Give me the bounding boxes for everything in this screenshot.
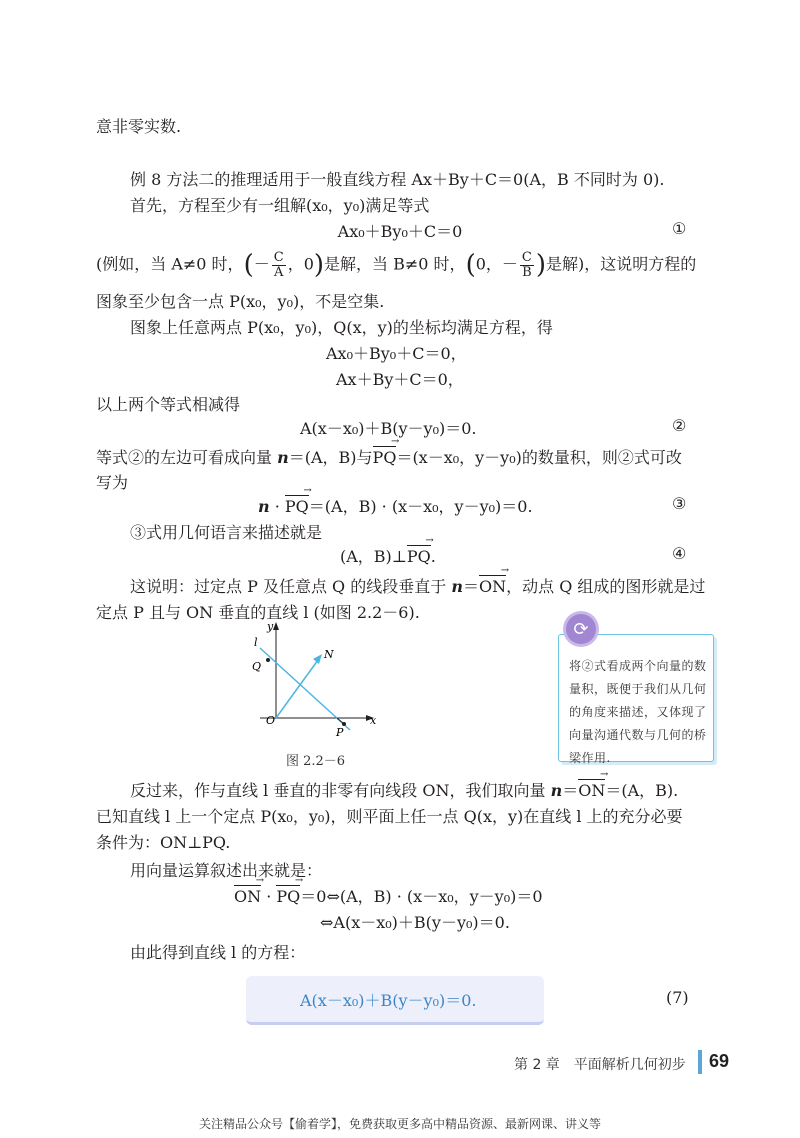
equation: Ax＋By＋C＝0， — [336, 370, 464, 389]
side-note-text: 将②式看成两个向量的数量积，既便于我们从几何的角度来描述，又体现了向量沟通代数与几何的桥梁作用. — [569, 659, 707, 765]
footer-divider — [698, 1050, 702, 1074]
label-y: y — [267, 620, 274, 633]
text-line: 已知直线 l 上一个定点 P(x₀，y₀)，则平面上任一点 Q(x，y)在直线 l 上的充分必要 — [96, 807, 683, 826]
fraction: $\frac{C}{A}$ — [273, 249, 284, 280]
equation-number: ② — [672, 416, 687, 435]
text-line: 图象上任意两点 P(x₀，y₀)，Q(x，y)的坐标均满足方程，得 — [130, 318, 553, 337]
equation: n · PQ →＝(A，B) · (x－x₀，y－y₀)＝0. — [258, 494, 533, 517]
text-line: 等式②的左边可看成向量 n＝(A，B)与PQ →＝(x－x₀，y－y₀)的数量积，则②式可改 — [96, 445, 682, 468]
fraction: $\frac{C}{B}$ — [521, 249, 532, 280]
point-q — [266, 658, 270, 662]
equation: ⇔A(x－x₀)＋B(y－y₀)＝0. — [320, 913, 510, 932]
equation-number: ④ — [672, 544, 687, 563]
vector-on-arrow — [313, 654, 322, 664]
text-line: 图象至少包含一点 P(x₀，y₀)，不是空集. — [96, 292, 385, 311]
refresh-icon: ⟳ — [566, 614, 596, 644]
label-l: l — [254, 636, 258, 649]
text-line: 以上两个等式相减得 — [96, 395, 241, 414]
line-equation: A(x－x₀)＋B(y－y₀)＝0. — [300, 991, 477, 1010]
text-line: 反过来，作与直线 l 垂直的非零有向线段 ON，我们取向量 n＝ON →＝(A，B). — [130, 778, 678, 801]
equation-number: (7) — [666, 988, 689, 1007]
label-n: N — [324, 648, 334, 661]
watermark: 关注精品公众号【偷着学】，免费获取更多高中精品资源、最新网课、讲义等 — [198, 1117, 601, 1131]
text-line: 意非零实数. — [96, 117, 182, 136]
label-q: Q — [252, 660, 262, 673]
equation: ON → · PQ →＝0⇔(A，B) · (x－x₀，y－y₀)＝0 — [234, 884, 543, 907]
text-line: 定点 P 且与 ON 垂直的直线 l (如图 2.2－6). — [96, 603, 420, 622]
text-line: 由此得到直线 l 的方程： — [130, 943, 306, 962]
equation: Ax₀＋By₀＋C＝0， — [326, 344, 467, 363]
text-line: 条件为：ON⊥PQ. — [96, 833, 231, 852]
text-line: 写为 — [96, 473, 129, 492]
label-x: x — [370, 714, 377, 727]
y-arrow — [273, 622, 279, 630]
equation: Ax₀＋By₀＋C＝0 — [337, 222, 463, 241]
text-line: ③式用几何语言来描述就是 — [130, 523, 323, 542]
side-note — [558, 634, 714, 765]
figure-2-2-6 — [240, 618, 390, 738]
equation: A(x－x₀)＋B(y－y₀)＝0. — [300, 419, 477, 438]
text-line: 用向量运算叙述出来就是： — [130, 861, 323, 880]
label-p: P — [336, 726, 344, 738]
text-line: (例如，当 A≠0 时，(－ $\frac{C}{A}$ ，0)是解，当 B≠0 时，(0，－ $\frac{C}{B}$ )是解)，这说明方程的 — [96, 249, 697, 280]
page-number: 69 — [709, 1051, 730, 1071]
chapter-title: 第 2 章 平面解析几何初步 — [514, 1057, 686, 1073]
text-line: 首先，方程至少有一组解(x₀，y₀)满足等式 — [130, 196, 430, 215]
label-o: O — [266, 714, 276, 727]
equation-number: ① — [672, 219, 687, 238]
text-line: 这说明：过定点 P 及任意点 Q 的线段垂直于 n＝ON →，动点 Q 组成的图形就是过 — [130, 574, 705, 597]
figure-caption: 图 2.2－6 — [286, 754, 346, 769]
equation: (A，B)⊥PQ →. — [340, 544, 436, 567]
text-line: 例 8 方法二的推理适用于一般直线方程 Ax＋By＋C＝0(A，B 不同时为 0). — [130, 170, 665, 189]
equation-number: ③ — [672, 494, 687, 513]
